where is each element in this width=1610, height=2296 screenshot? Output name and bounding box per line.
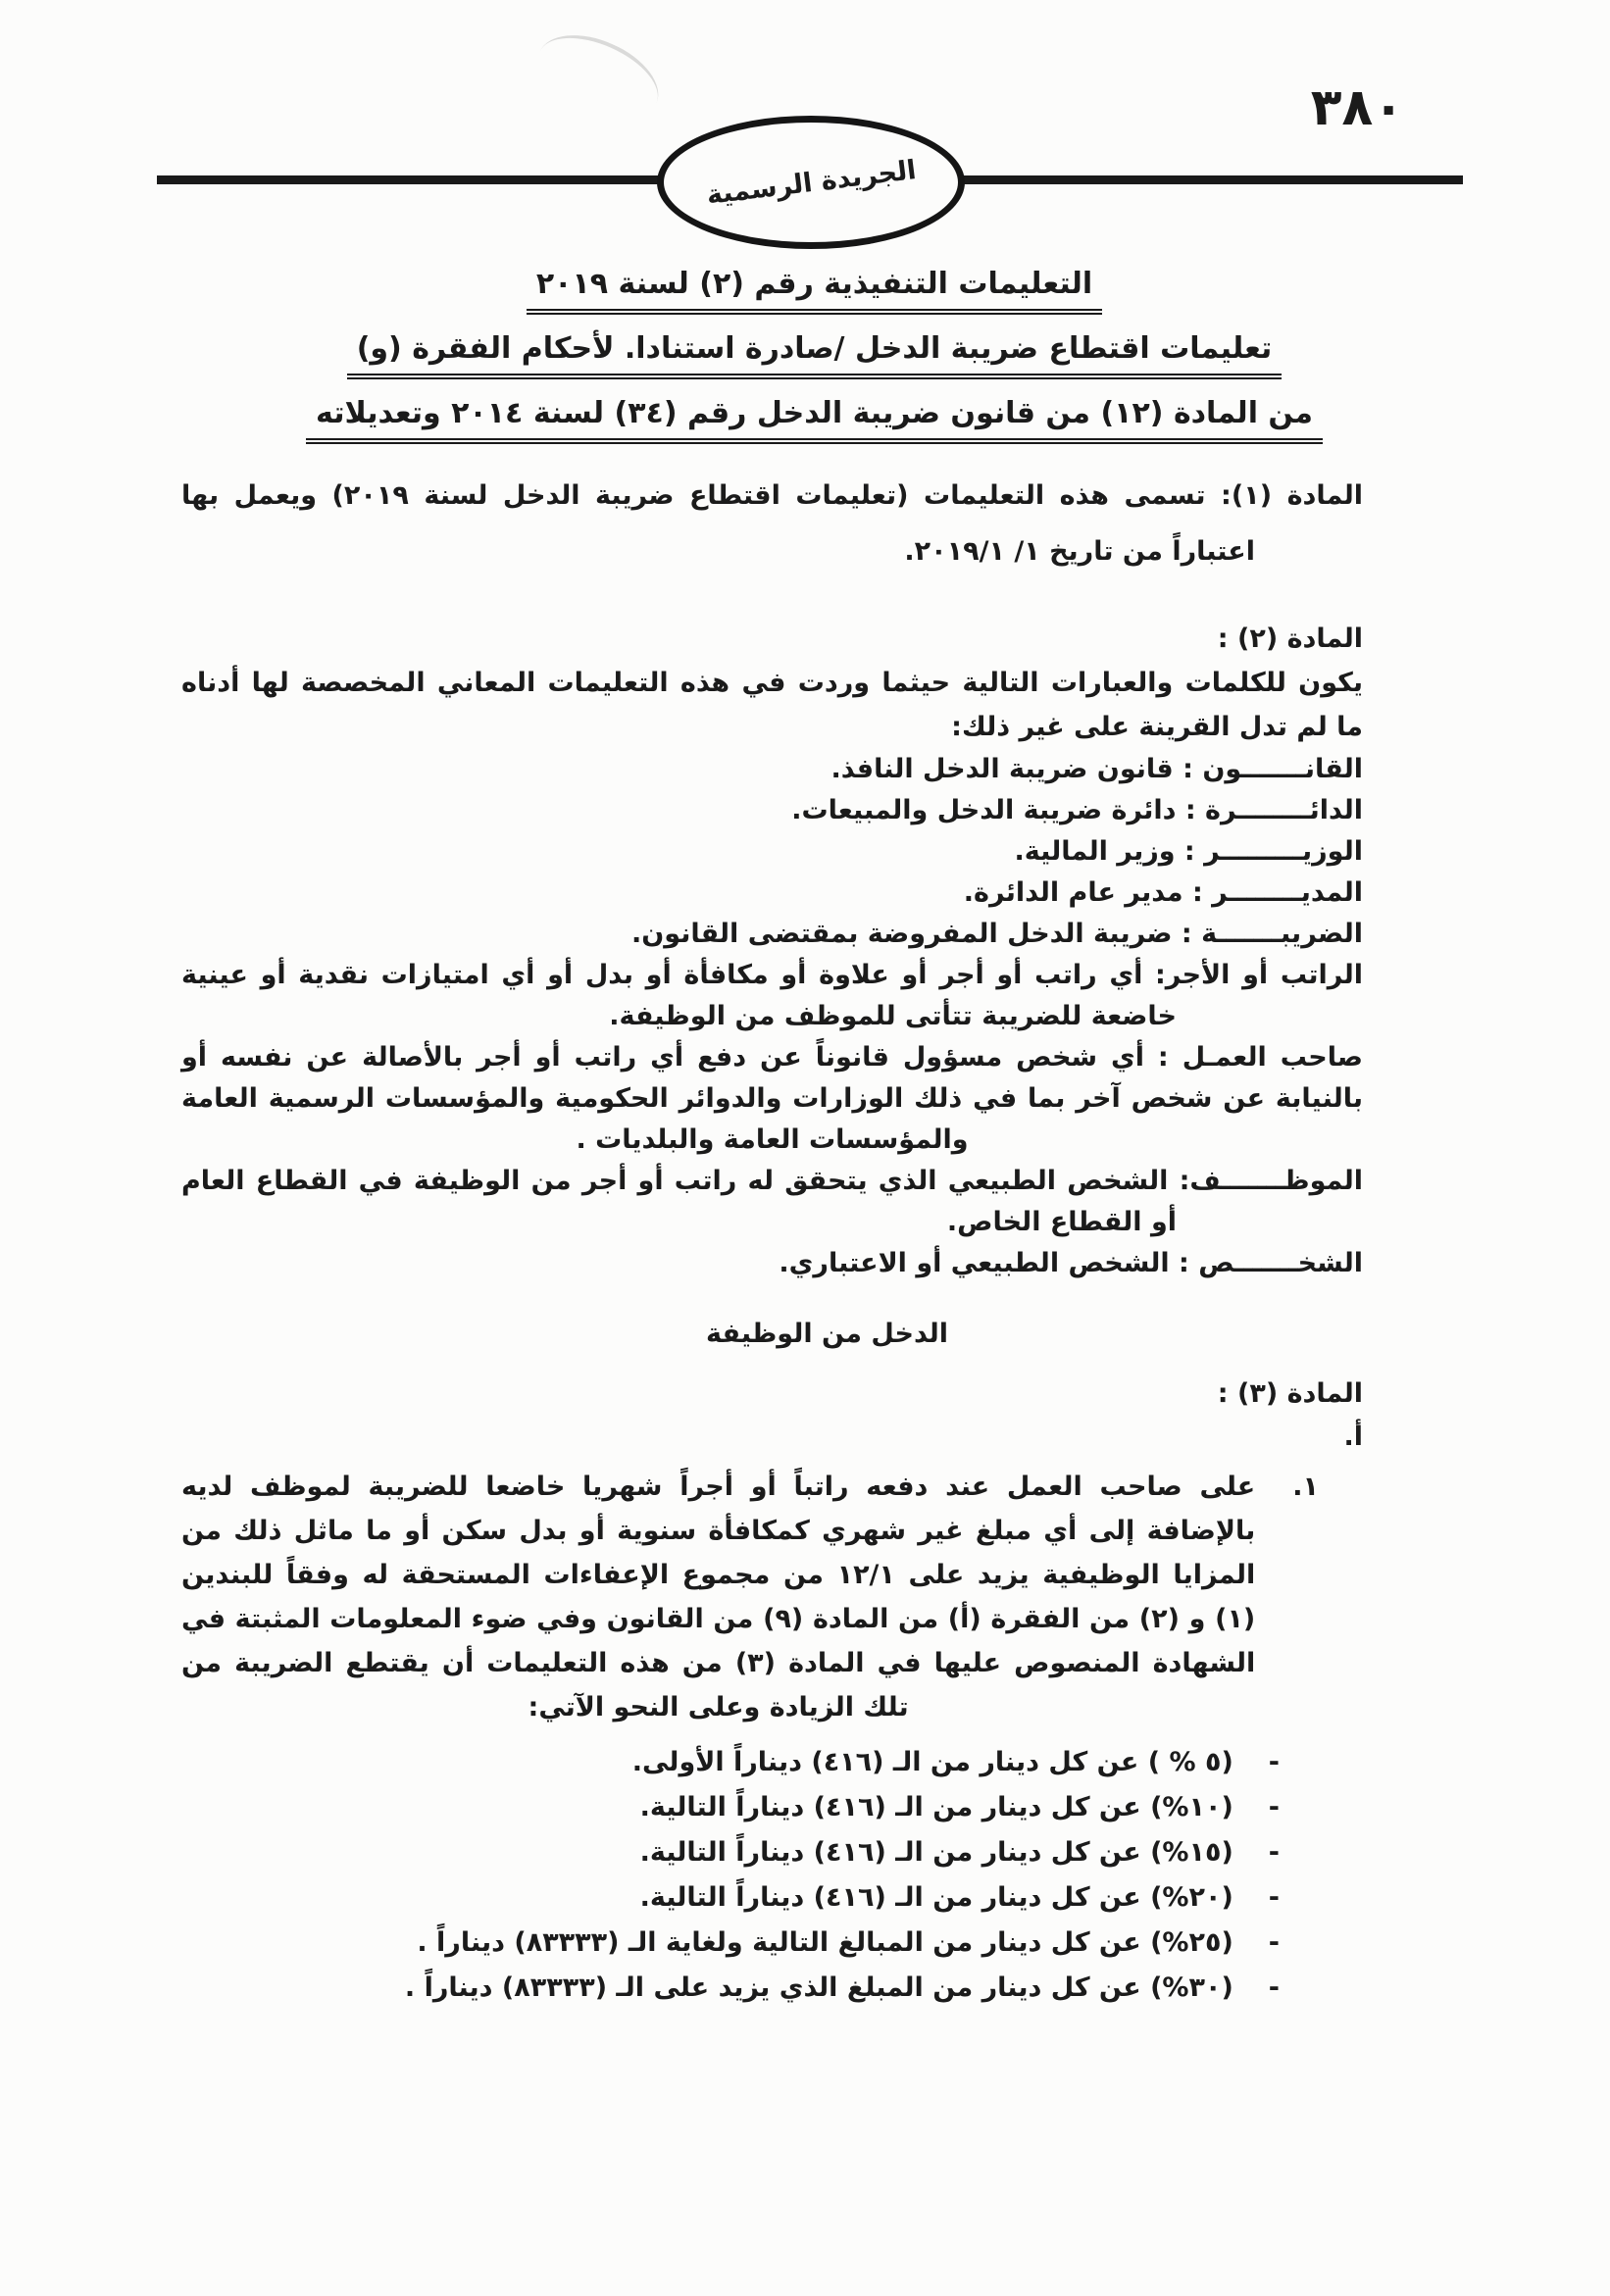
definition-employee: الموظـــــــف: الشخص الطبيعي الذي يتحقق له راتب أو أجر من الوظيفة في القطاع العام أو القطاع الخاص. <box>181 1166 1363 1237</box>
article-3-item-a-label: أ. <box>1343 1422 1363 1452</box>
rate-text: (١٥%) عن كل دينار من الـ (٤١٦) ديناراً التالية. <box>639 1837 1233 1868</box>
rate-row-30-percent <box>181 1969 1280 2007</box>
definition-director: المديــــــــر : مدير عام الدائرة. <box>963 877 1363 908</box>
article-2-intro: يكون للكلمات والعبارات التالية حيثما وردت في هذه التعليمات المعاني المخصصة لها أدناه ما لم تدل القرينة على غير ذلك: <box>181 668 1363 742</box>
dash-bullet-icon: - <box>1268 1882 1280 1913</box>
rate-row-15-percent <box>181 1833 1280 1872</box>
definition-person: الشخـــــــص : الشخص الطبيعي أو الاعتباري. <box>779 1248 1363 1278</box>
article-3-heading: المادة (٣) : <box>1217 1378 1363 1409</box>
clause-1-text: على صاحب العمل عند دفعه راتباً أو أجراً شهريا خاضعا للضريبة لموظف لديه بالإضافة إلى أي مبلغ غير شهري كمكافأة سنوية أو بدل سكن أو ما ماثل ذلك من المزايا الوظيفية يزيد على ١٢/١ من مجموع الإعفاءات المستحقة له وفقاً للبندين (١) و (٢) من الفقرة (أ) من المادة (٩) من القانون وفي ضوء المعلومات المثبتة في الشهادة المنصوص عليها في المادة (٣) من هذه التعليمات أن يقتطع الضريبة من تلك الزيادة وعلى النحو الآتي: <box>181 1472 1256 1722</box>
article-2-heading: المادة (٢) : <box>1217 624 1363 654</box>
rate-text: (٥ % ) عن كل دينار من الـ (٤١٦) ديناراً الأولى. <box>631 1747 1233 1777</box>
rate-row-5-percent <box>181 1743 1280 1781</box>
article-1-paragraph: المادة (١): تسمى هذه التعليمات (تعليمات اقتطاع ضريبة الدخل لسنة ٢٠١٩) ويعمل بها اعتباراً من تاريخ ١/ ٢٠١٩/١. <box>181 480 1364 567</box>
tax-rates-list <box>181 1743 1363 2007</box>
article-3-clause-1 <box>181 1465 1363 1729</box>
rate-row-10-percent <box>181 1788 1280 1826</box>
title-line-1: التعليمات التنفيذية رقم (٢) لسنة ٢٠١٩ <box>527 267 1102 315</box>
definition-salary-or-wage: الراتب أو الأجر: أي راتب أو أجر أو علاوة أو مكافأة أو بدل أو أي امتيازات نقدية أو عينية خاضعة للضريبة تتأتى للموظف من الوظيفة. <box>181 960 1363 1031</box>
section-heading-employment-income: الدخل من الوظيفة <box>706 1319 948 1349</box>
rate-text: (١٠%) عن كل دينار من الـ (٤١٦) ديناراً التالية. <box>639 1792 1233 1822</box>
header-rule-right <box>959 175 1463 184</box>
gazette-seal <box>657 116 965 249</box>
definition-department: الدائــــــــرة : دائرة ضريبة الدخل والمبيعات. <box>791 795 1363 825</box>
document-body <box>181 267 1363 2014</box>
definition-tax: الضريبـــــــة : ضريبة الدخل المفروضة بمقتضى القانون. <box>630 919 1363 949</box>
title-row-2 <box>266 331 1363 379</box>
definition-law: القانـــــــون : قانون ضريبة الدخل النافذ. <box>830 754 1363 784</box>
title-line-2: تعليمات اقتطاع ضريبة الدخل /صادرة استنادا. لأحكام الفقرة (و) <box>347 331 1283 379</box>
page-number: ٣٨٠ <box>1310 78 1404 137</box>
gazette-seal-label: الجريدة الرسمية <box>704 154 918 211</box>
dash-bullet-icon: - <box>1268 1927 1280 1958</box>
rate-row-20-percent <box>181 1878 1280 1917</box>
dash-bullet-icon: - <box>1268 1792 1280 1822</box>
header-rule-left <box>157 175 667 184</box>
title-row-3 <box>266 396 1363 444</box>
title-block <box>181 267 1363 444</box>
dash-bullet-icon: - <box>1268 1972 1280 2003</box>
title-line-3: من المادة (١٢) من قانون ضريبة الدخل رقم (٣٤) لسنة ٢٠١٤ وتعديلاته <box>306 396 1323 444</box>
rate-text: (٣٠%) عن كل دينار من المبلغ الذي يزيد على الـ (٨٣٣٣٣) ديناراً . <box>404 1972 1233 2003</box>
clause-1-number: ١. <box>1292 1472 1319 1502</box>
rate-row-25-percent <box>181 1923 1280 1962</box>
rate-text: (٢٥%) عن كل دينار من المبالغ التالية ولغاية الـ (٨٣٣٣٣) ديناراً . <box>417 1927 1233 1958</box>
dash-bullet-icon: - <box>1268 1747 1280 1777</box>
definition-minister: الوزيـــــــــر : وزير المالية. <box>1014 836 1363 867</box>
rate-text: (٢٠%) عن كل دينار من الـ (٤١٦) ديناراً التالية. <box>639 1882 1233 1913</box>
dash-bullet-icon: - <box>1268 1837 1280 1868</box>
title-row-1 <box>266 267 1363 315</box>
scan-smudge <box>526 19 672 136</box>
definition-employer: صاحب العمـل : أي شخص مسؤول قانوناً عن دفع أي راتب أو أجر بالأصالة عن نفسه أو بالنيابة عن شخص آخر بما في ذلك الوزارات والدوائر الحكومية والمؤسسات الرسمية العامة والمؤسسات العامة والبلديات . <box>181 1042 1363 1155</box>
